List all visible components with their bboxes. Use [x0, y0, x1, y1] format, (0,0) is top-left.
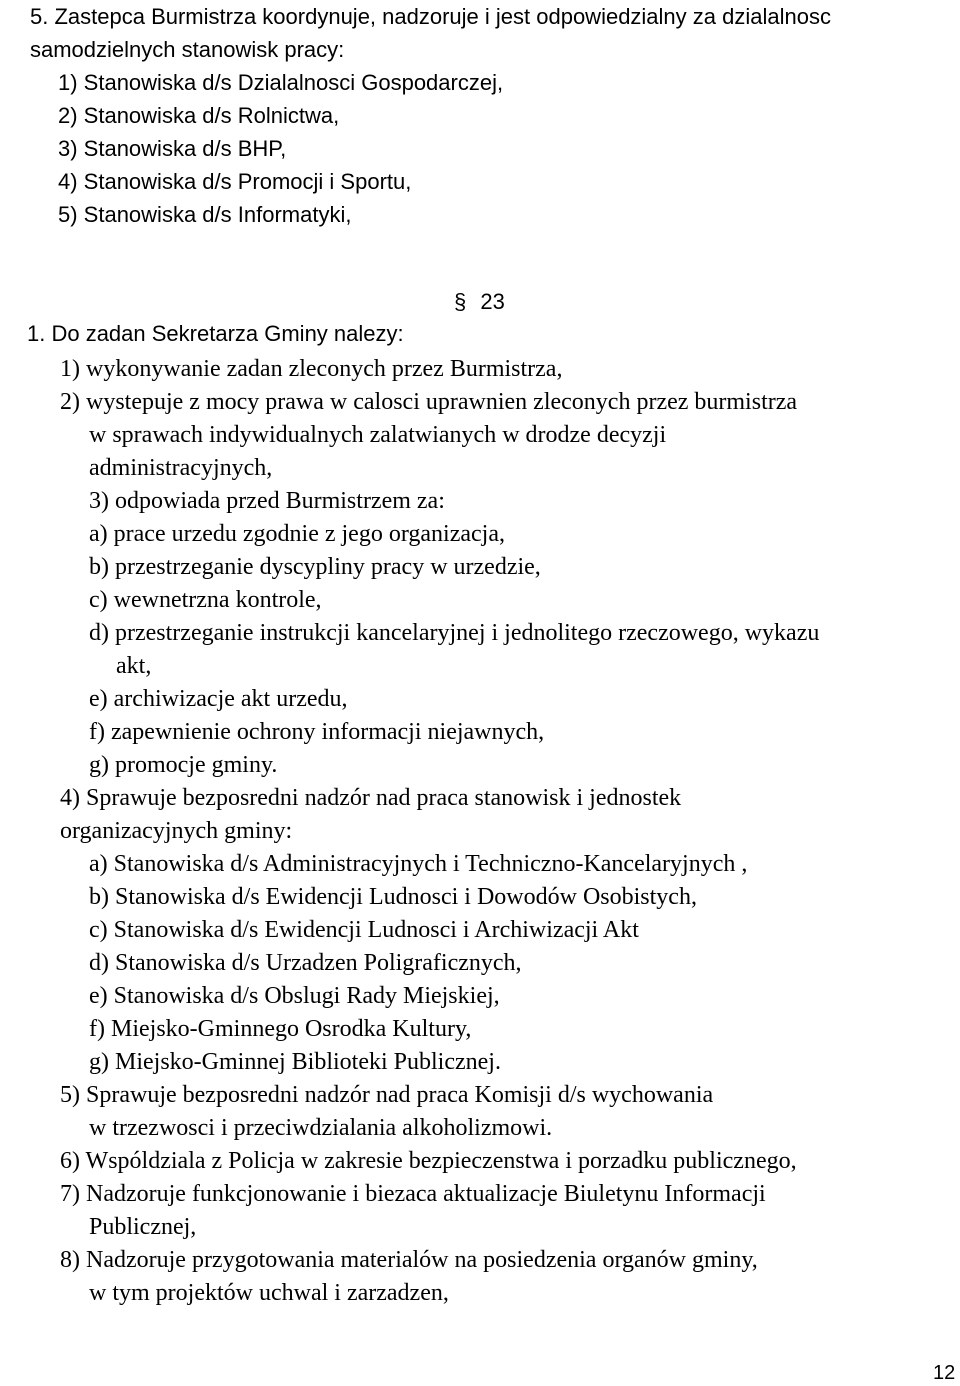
- sekretarz-line: w sprawach indywidualnych zalatwianych w drodze decyzji: [89, 422, 667, 448]
- sekretarz-intro: 1. Do zadan Sekretarza Gminy nalezy:: [27, 321, 404, 346]
- sekretarz-line: f) Miejsko-Gminnego Osrodka Kultury,: [89, 1016, 472, 1042]
- sekretarz-line: 3) odpowiada przed Burmistrzem za:: [89, 488, 445, 514]
- section5-item: 2) Stanowiska d/s Rolnictwa,: [58, 103, 340, 128]
- paragraph-heading: [454, 291, 505, 313]
- section5-line1: 5. Zastepca Burmistrza koordynuje, nadzoruje i jest odpowiedzialny za dzialalnosc: [30, 4, 831, 29]
- sekretarz-line: e) Stanowiska d/s Obslugi Rady Miejskiej,: [89, 983, 500, 1009]
- sekretarz-line: a) prace urzedu zgodnie z jego organizacja,: [89, 521, 505, 547]
- sekretarz-line: 1) wykonywanie zadan zleconych przez Burmistrza,: [60, 356, 563, 382]
- sekretarz-line: organizacyjnych gminy:: [60, 818, 293, 844]
- sekretarz-line: d) Stanowiska d/s Urzadzen Poligraficznych,: [89, 950, 522, 976]
- sekretarz-line: w trzezwosci i przeciwdzialania alkoholizmowi.: [89, 1115, 553, 1141]
- sekretarz-line: e) archiwizacje akt urzedu,: [89, 686, 348, 712]
- section5-item: 1) Stanowiska d/s Dzialalnosci Gospodarczej,: [58, 70, 504, 95]
- sekretarz-line: d) przestrzeganie instrukcji kancelaryjnej i jednolitego rzeczowego, wykazu: [89, 620, 820, 646]
- sekretarz-line: 5) Sprawuje bezposredni nadzór nad praca Komisji d/s wychowania: [60, 1082, 714, 1108]
- sekretarz-line: c) wewnetrzna kontrole,: [89, 587, 322, 613]
- page-number: 12: [933, 1362, 956, 1384]
- sekretarz-line: b) przestrzeganie dyscypliny pracy w urzedzie,: [89, 554, 541, 580]
- sekretarz-line: 6) Wspóldziala z Policja w zakresie bezpieczenstwa i porzadku publicznego,: [60, 1148, 797, 1174]
- sekretarz-line: b) Stanowiska d/s Ewidencji Ludnosci i Dowodów Osobistych,: [89, 884, 697, 910]
- sekretarz-line: c) Stanowiska d/s Ewidencji Ludnosci i Archiwizacji Akt: [89, 917, 639, 943]
- sekretarz-line: f) zapewnienie ochrony informacji niejawnych,: [89, 719, 545, 745]
- sekretarz-line: w tym projektów uchwal i zarzadzen,: [89, 1280, 449, 1306]
- paragraph-symbol: §: [454, 289, 467, 314]
- sekretarz-line: Publicznej,: [89, 1214, 197, 1240]
- sekretarz-line: akt,: [116, 653, 152, 679]
- sekretarz-line: administracyjnych,: [89, 455, 273, 481]
- section5-item: 4) Stanowiska d/s Promocji i Sportu,: [58, 169, 412, 194]
- sekretarz-line: 4) Sprawuje bezposredni nadzór nad praca stanowisk i jednostek: [60, 785, 682, 811]
- sekretarz-line: 8) Nadzoruje przygotowania materialów na posiedzenia organów gminy,: [60, 1247, 758, 1273]
- sekretarz-line: g) Miejsko-Gminnej Biblioteki Publicznej.: [89, 1049, 501, 1075]
- section5-item: 3) Stanowiska d/s BHP,: [58, 136, 287, 161]
- sekretarz-line: g) promocje gminy.: [89, 752, 278, 778]
- sekretarz-line: a) Stanowiska d/s Administracyjnych i Techniczno-Kancelaryjnych ,: [89, 851, 748, 877]
- sekretarz-line: 2) wystepuje z mocy prawa w calosci uprawnien zleconych przez burmistrza: [60, 389, 798, 415]
- sekretarz-line: 7) Nadzoruje funkcjonowanie i biezaca aktualizacje Biuletynu Informacji: [60, 1181, 766, 1207]
- paragraph-number: 23: [480, 289, 505, 314]
- section5-line2: samodzielnych stanowisk pracy:: [30, 37, 345, 62]
- section5-item: 5) Stanowiska d/s Informatyki,: [58, 202, 352, 227]
